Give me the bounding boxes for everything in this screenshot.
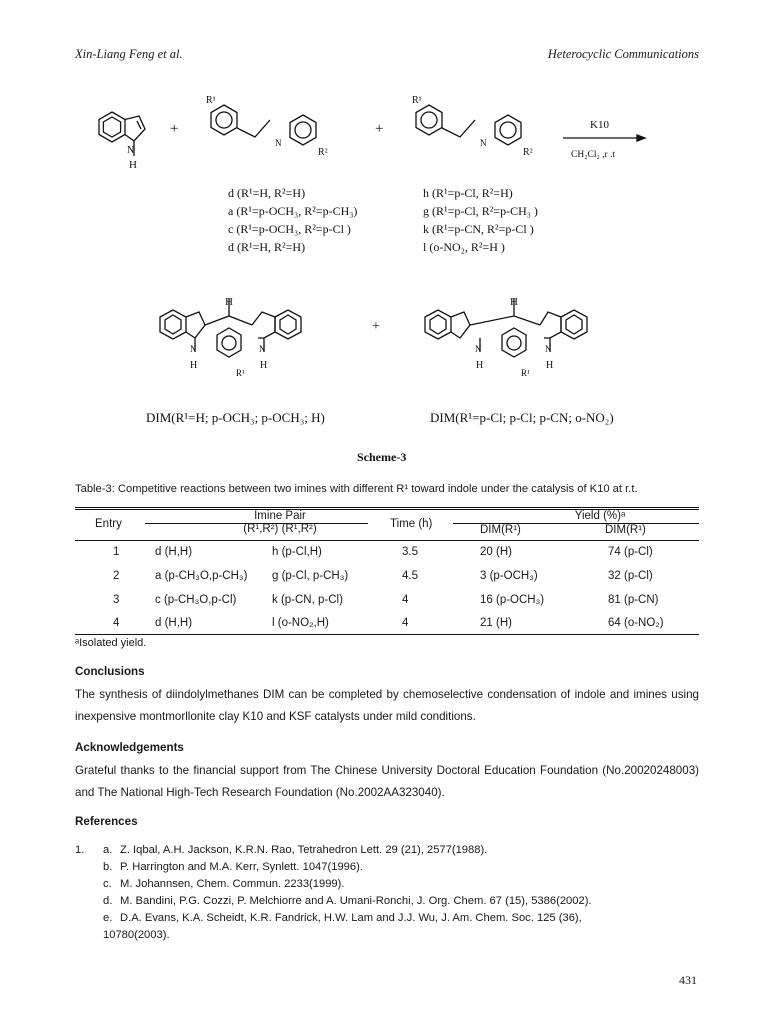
imine-list-left-item: c (R¹=p-OCH₃, R²=p-Cl ) (228, 222, 351, 236)
cell-imine-1: c (p-CH₃O,p-Cl) (155, 594, 237, 606)
reference-item: M. Johannsen, Chem. Commun. 2233(1999). (120, 878, 345, 890)
imine-n-label: N (275, 138, 282, 148)
indole-n-label: N (475, 344, 482, 354)
reference-letter: d. (103, 895, 113, 907)
methine-h-label: H (225, 296, 233, 308)
references-heading: References (75, 815, 138, 828)
imine-n-label: N (480, 138, 487, 148)
cell-imine-2: k (p-CN, p-Cl) (272, 594, 343, 606)
cell-yield-2: 64 (o-NO₂) (608, 617, 664, 629)
cell-time: 3.5 (402, 546, 418, 558)
reagent-conditions: CH₂Cl₂ ,r .t (571, 150, 616, 160)
cell-time: 4 (402, 617, 409, 629)
header-imine-pair: Imine Pair (254, 510, 306, 522)
reference-item: D.A. Evans, K.A. Scheidt, K.R. Fandrick, H.W. Lam and J.J. Wu, J. Am. Chem. Soc. 125 (36), (120, 912, 582, 924)
imine-list-right-item: k (R¹=p-CN, R²=p-Cl ) (423, 222, 534, 236)
cell-yield-2: 74 (p-Cl) (608, 546, 653, 558)
table-rule-top (75, 507, 699, 508)
header-dim-1: DIM(R¹) (480, 524, 521, 536)
page-number: 431 (679, 973, 697, 987)
acknowledgements-heading: Acknowledgements (75, 741, 184, 754)
imine-list-right-item: l (o-NO₂, R²=H ) (423, 240, 505, 254)
reference-number: 1. (75, 844, 85, 856)
indole-h-label: H (129, 159, 137, 171)
r2-label: R² (318, 147, 328, 158)
r1-label: R¹ (521, 368, 530, 378)
cell-imine-1: d (H,H) (155, 546, 193, 558)
imine-list-left-item: a (R¹=p-OCH₃, R²=p-CH₃) (228, 204, 358, 218)
header-entry: Entry (95, 518, 122, 530)
conclusions-text: The synthesis of diindolylmethanes DIM can be completed by chemoselective condensation of indole and imines using inexpensive montmorllonite clay K10 and KSF catalysts under mild conditions. (75, 688, 699, 723)
table-rule-bottom (75, 634, 699, 635)
cell-time: 4 (402, 594, 409, 606)
imine-list-left-item: d (R¹=H, R²=H) (228, 186, 306, 200)
cell-time: 4.5 (402, 570, 418, 582)
cell-imine-1: a (p-CH₃O,p-CH₃) (155, 570, 248, 582)
plus-sign: + (170, 121, 179, 137)
header-dim-2: DIM(R¹) (605, 524, 646, 536)
indole-h-label: H (476, 360, 484, 371)
indole-h-label: H (190, 360, 198, 371)
running-header-authors: Xin-Liang Feng et al. (75, 47, 183, 61)
imine-structure-2 (416, 105, 521, 145)
indole-n-label: N (190, 344, 197, 354)
cell-imine-1: d (H,H) (155, 617, 193, 629)
indole-n-label: N (545, 344, 552, 354)
conclusions-heading: Conclusions (75, 665, 145, 678)
cell-imine-2: h (p-Cl,H) (272, 546, 322, 558)
indole-n-label: N (259, 344, 266, 354)
cell-yield-1: 16 (p-OCH₃) (480, 594, 545, 606)
reference-item-continued: 10780(2003). (103, 929, 170, 941)
acknowledgements-text: Grateful thanks to the financial support from The Chinese University Doctoral Education Foundation (No.20020248003) and The National High-Tech Research Foundation (No.2002AA323040). (75, 764, 699, 799)
r2-label: R² (523, 147, 533, 158)
r1-label: R¹ (206, 95, 216, 106)
r1-label: R¹ (236, 368, 245, 378)
reaction-scheme (0, 0, 772, 480)
header-imine-sub: (R¹,R²) (R¹,R²) (243, 523, 317, 535)
cell-entry: 2 (113, 570, 120, 582)
indole-n-label: N (127, 145, 135, 156)
cell-yield-2: 32 (p-Cl) (608, 570, 653, 582)
table-rule-header (75, 540, 699, 541)
cell-entry: 3 (113, 594, 120, 606)
indole-structure (99, 112, 145, 156)
cell-imine-2: l (o-NO₂,H) (272, 617, 329, 629)
reaction-arrow (563, 135, 645, 141)
reference-letter: c. (103, 878, 112, 890)
imine-list-left-item: d (R¹=H, R²=H) (228, 240, 306, 254)
imine-list-right-item: g (R¹=p-Cl, R²=p-CH₃ ) (423, 204, 538, 218)
reagent-catalyst: K10 (590, 119, 609, 131)
reference-letter: b. (103, 861, 113, 873)
running-header-journal: Heterocyclic Communications (547, 47, 699, 61)
cell-yield-1: 21 (H) (480, 617, 512, 629)
cell-entry: 4 (113, 617, 120, 629)
table-caption: Table-3: Competitive reactions between two imines with different R¹ toward indole under the catalysis of K10 at r.t. (75, 483, 638, 495)
cell-yield-1: 20 (H) (480, 546, 512, 558)
imine-structure-1 (211, 105, 316, 145)
cell-entry: 1 (113, 546, 120, 558)
indole-h-label: H (260, 360, 268, 371)
imine-list-right-item: h (R¹=p-Cl, R²=H) (423, 186, 513, 200)
methine-h-label: H (510, 296, 518, 308)
table-footnote: ᵃIsolated yield. (75, 637, 147, 649)
indole-h-label: H (546, 360, 554, 371)
plus-sign: + (372, 319, 380, 334)
product-label-left: DIM(R¹=H; p-OCH₃; p-OCH₃; H) (146, 410, 325, 425)
r1-label: R¹ (412, 95, 422, 106)
reference-item: Z. Iqbal, A.H. Jackson, K.R.N. Rao, Tetrahedron Lett. 29 (21), 2577(1988). (120, 844, 488, 856)
header-yield: Yield (%)ᵃ (574, 510, 626, 522)
cell-yield-1: 3 (p-OCH₃) (480, 570, 538, 582)
reference-item: M. Bandini, P.G. Cozzi, P. Melchiorre and A. Umani-Ronchi, J. Org. Chem. 67 (15), 5386(2002). (120, 895, 592, 907)
reference-item: P. Harrington and M.A. Kerr, Synlett. 1047(1996). (120, 861, 363, 873)
dim-product-structure-2 (425, 298, 587, 357)
plus-sign: + (375, 121, 384, 137)
cell-yield-2: 81 (p-CN) (608, 594, 659, 606)
reference-letter: a. (103, 844, 113, 856)
header-time: Time (h) (390, 518, 433, 530)
cell-imine-2: g (p-Cl, p-CH₃) (272, 570, 349, 582)
product-label-right: DIM(R¹=p-Cl; p-Cl; p-CN; o-NO₂) (430, 410, 614, 425)
scheme-label: Scheme-3 (357, 450, 407, 464)
reference-letter: e. (103, 912, 113, 924)
